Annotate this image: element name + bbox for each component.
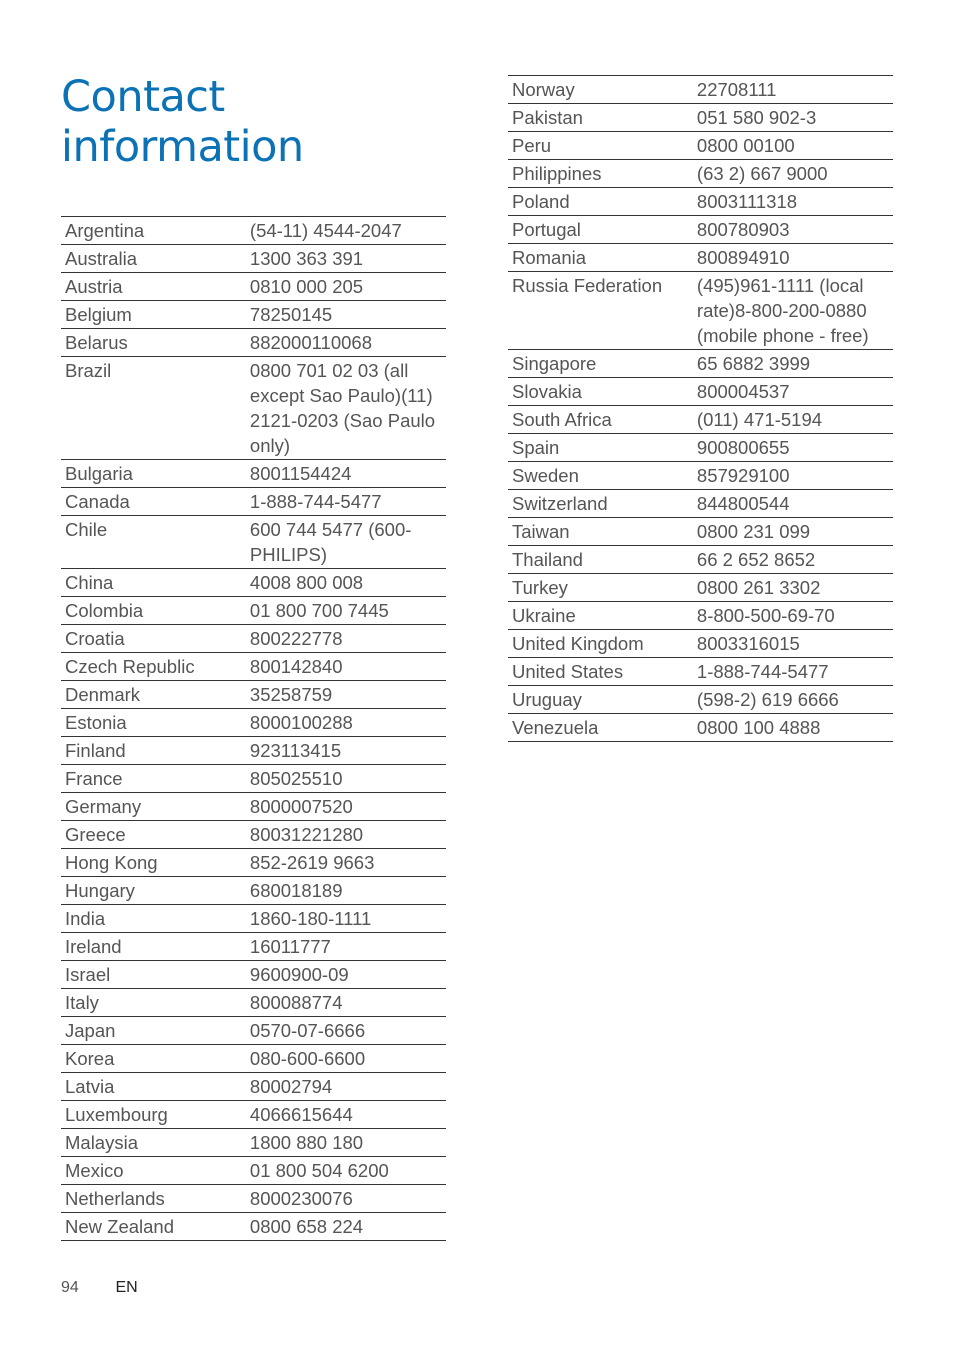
country-name: Spain bbox=[508, 434, 693, 462]
phone-number: 1860-180-1111 bbox=[246, 905, 446, 933]
phone-number: 1800 880 180 bbox=[246, 1129, 446, 1157]
country-name: Denmark bbox=[61, 681, 246, 709]
table-row bbox=[508, 216, 893, 244]
country-name: Netherlands bbox=[61, 1185, 246, 1213]
country-name: Australia bbox=[61, 245, 246, 273]
country-name: Belgium bbox=[61, 301, 246, 329]
country-name: Peru bbox=[508, 132, 693, 160]
country-name: Italy bbox=[61, 989, 246, 1017]
country-name: Mexico bbox=[61, 1157, 246, 1185]
table-row bbox=[61, 1073, 446, 1101]
country-name: Turkey bbox=[508, 574, 693, 602]
table-row bbox=[508, 630, 893, 658]
table-row bbox=[508, 350, 893, 378]
table-row bbox=[61, 460, 446, 488]
table-row bbox=[61, 793, 446, 821]
table-row bbox=[61, 217, 446, 245]
phone-number: 0800 00100 bbox=[693, 132, 893, 160]
country-name: Slovakia bbox=[508, 378, 693, 406]
table-row bbox=[508, 378, 893, 406]
table-row bbox=[61, 877, 446, 905]
country-name: Croatia bbox=[61, 625, 246, 653]
country-name: Romania bbox=[508, 244, 693, 272]
page-number: 94 bbox=[61, 1279, 79, 1296]
country-name: India bbox=[61, 905, 246, 933]
table-row bbox=[508, 188, 893, 216]
country-name: United States bbox=[508, 658, 693, 686]
country-name: Colombia bbox=[61, 597, 246, 625]
country-name: Korea bbox=[61, 1045, 246, 1073]
phone-number: 0800 231 099 bbox=[693, 518, 893, 546]
country-name: Taiwan bbox=[508, 518, 693, 546]
country-name: Hungary bbox=[61, 877, 246, 905]
phone-number: 16011777 bbox=[246, 933, 446, 961]
phone-number: 882000110068 bbox=[246, 329, 446, 357]
table-row bbox=[508, 546, 893, 574]
table-row bbox=[61, 653, 446, 681]
country-name: Belarus bbox=[61, 329, 246, 357]
table-row bbox=[508, 76, 893, 104]
table-row bbox=[61, 737, 446, 765]
phone-number: 01 800 504 6200 bbox=[246, 1157, 446, 1185]
phone-number: 66 2 652 8652 bbox=[693, 546, 893, 574]
phone-number: 8003316015 bbox=[693, 630, 893, 658]
country-name: Hong Kong bbox=[61, 849, 246, 877]
table-row bbox=[508, 658, 893, 686]
country-name: Poland bbox=[508, 188, 693, 216]
phone-number: 35258759 bbox=[246, 681, 446, 709]
table-row bbox=[61, 765, 446, 793]
phone-number: 0800 261 3302 bbox=[693, 574, 893, 602]
country-name: Sweden bbox=[508, 462, 693, 490]
country-name: Singapore bbox=[508, 350, 693, 378]
phone-number: 600 744 5477 (600-PHILIPS) bbox=[246, 516, 446, 569]
country-name: United Kingdom bbox=[508, 630, 693, 658]
country-name: New Zealand bbox=[61, 1213, 246, 1241]
page-title-line-2: information bbox=[61, 122, 304, 172]
table-row bbox=[508, 160, 893, 188]
phone-number: 0810 000 205 bbox=[246, 273, 446, 301]
table-row bbox=[61, 1045, 446, 1073]
table-row bbox=[61, 245, 446, 273]
phone-number: 22708111 bbox=[693, 76, 893, 104]
table-row bbox=[61, 569, 446, 597]
table-row bbox=[61, 933, 446, 961]
phone-number: 852-2619 9663 bbox=[246, 849, 446, 877]
phone-number: (598-2) 619 6666 bbox=[693, 686, 893, 714]
language-code: EN bbox=[115, 1279, 138, 1296]
table-row bbox=[61, 301, 446, 329]
country-name: Switzerland bbox=[508, 490, 693, 518]
table-row bbox=[508, 462, 893, 490]
table-row bbox=[61, 488, 446, 516]
country-name: Argentina bbox=[61, 217, 246, 245]
table-row bbox=[61, 329, 446, 357]
table-row bbox=[61, 905, 446, 933]
phone-number: 857929100 bbox=[693, 462, 893, 490]
page-title-line-1: Contact bbox=[61, 72, 225, 122]
phone-number: 680018189 bbox=[246, 877, 446, 905]
page-footer bbox=[61, 1279, 138, 1297]
table-row bbox=[61, 681, 446, 709]
country-name: Portugal bbox=[508, 216, 693, 244]
phone-number: 8000100288 bbox=[246, 709, 446, 737]
phone-number: 0800 658 224 bbox=[246, 1213, 446, 1241]
table-row bbox=[61, 821, 446, 849]
phone-number: 8003111318 bbox=[693, 188, 893, 216]
country-name: Pakistan bbox=[508, 104, 693, 132]
table-row bbox=[508, 574, 893, 602]
country-name: Thailand bbox=[508, 546, 693, 574]
phone-number: 8001154424 bbox=[246, 460, 446, 488]
table-row bbox=[61, 1213, 446, 1241]
phone-number: 800004537 bbox=[693, 378, 893, 406]
country-name: Estonia bbox=[61, 709, 246, 737]
phone-number: 1300 363 391 bbox=[246, 245, 446, 273]
phone-number: (495)961-1111 (local rate)8-800-200-0880 (mobile phone - free) bbox=[693, 272, 893, 350]
phone-number: 800142840 bbox=[246, 653, 446, 681]
page-title bbox=[61, 72, 304, 172]
phone-number: 800222778 bbox=[246, 625, 446, 653]
table-row bbox=[61, 709, 446, 737]
country-name: Ukraine bbox=[508, 602, 693, 630]
country-name: Philippines bbox=[508, 160, 693, 188]
phone-number: 01 800 700 7445 bbox=[246, 597, 446, 625]
table-row bbox=[61, 597, 446, 625]
table-row bbox=[61, 989, 446, 1017]
country-name: Canada bbox=[61, 488, 246, 516]
country-name: Israel bbox=[61, 961, 246, 989]
country-name: Luxembourg bbox=[61, 1101, 246, 1129]
phone-number: 4008 800 008 bbox=[246, 569, 446, 597]
table-row bbox=[61, 357, 446, 460]
table-row bbox=[61, 961, 446, 989]
country-name: Chile bbox=[61, 516, 246, 569]
phone-number: 900800655 bbox=[693, 434, 893, 462]
table-row bbox=[508, 132, 893, 160]
table-row bbox=[61, 1129, 446, 1157]
phone-number: 0570-07-6666 bbox=[246, 1017, 446, 1045]
table-row bbox=[508, 434, 893, 462]
table-row bbox=[508, 244, 893, 272]
phone-number: 1-888-744-5477 bbox=[693, 658, 893, 686]
country-name: Latvia bbox=[61, 1073, 246, 1101]
phone-number: 4066615644 bbox=[246, 1101, 446, 1129]
table-row bbox=[61, 1157, 446, 1185]
country-name: Austria bbox=[61, 273, 246, 301]
country-name: Ireland bbox=[61, 933, 246, 961]
table-row bbox=[508, 272, 893, 350]
phone-number: 1-888-744-5477 bbox=[246, 488, 446, 516]
phone-number: 65 6882 3999 bbox=[693, 350, 893, 378]
phone-number: 78250145 bbox=[246, 301, 446, 329]
phone-number: 805025510 bbox=[246, 765, 446, 793]
country-name: Brazil bbox=[61, 357, 246, 460]
phone-number: 080-600-6600 bbox=[246, 1045, 446, 1073]
table-row bbox=[61, 849, 446, 877]
table-row bbox=[61, 625, 446, 653]
phone-number: 8000230076 bbox=[246, 1185, 446, 1213]
country-name: Greece bbox=[61, 821, 246, 849]
country-name: Russia Federation bbox=[508, 272, 693, 350]
table-row bbox=[508, 104, 893, 132]
phone-number: (54-11) 4544-2047 bbox=[246, 217, 446, 245]
phone-number: 0800 701 02 03 (all except Sao Paulo)(11) 2121-0203 (Sao Paulo only) bbox=[246, 357, 446, 460]
phone-number: 800088774 bbox=[246, 989, 446, 1017]
country-name: France bbox=[61, 765, 246, 793]
phone-number: 9600900-09 bbox=[246, 961, 446, 989]
country-name: Finland bbox=[61, 737, 246, 765]
country-name: Bulgaria bbox=[61, 460, 246, 488]
phone-number: 923113415 bbox=[246, 737, 446, 765]
table-row bbox=[508, 490, 893, 518]
phone-number: 8000007520 bbox=[246, 793, 446, 821]
phone-number: 844800544 bbox=[693, 490, 893, 518]
phone-number: 051 580 902-3 bbox=[693, 104, 893, 132]
phone-number: 0800 100 4888 bbox=[693, 714, 893, 742]
table-row bbox=[61, 1017, 446, 1045]
contact-table-right bbox=[508, 75, 893, 742]
table-row bbox=[508, 406, 893, 434]
table-row bbox=[61, 516, 446, 569]
country-name: China bbox=[61, 569, 246, 597]
phone-number: (63 2) 667 9000 bbox=[693, 160, 893, 188]
country-name: Czech Republic bbox=[61, 653, 246, 681]
phone-number: 8-800-500-69-70 bbox=[693, 602, 893, 630]
country-name: Malaysia bbox=[61, 1129, 246, 1157]
table-row bbox=[61, 1101, 446, 1129]
phone-number: 800894910 bbox=[693, 244, 893, 272]
table-row bbox=[508, 714, 893, 742]
table-row bbox=[61, 1185, 446, 1213]
table-row bbox=[508, 686, 893, 714]
phone-number: 800780903 bbox=[693, 216, 893, 244]
table-row bbox=[508, 602, 893, 630]
country-name: Norway bbox=[508, 76, 693, 104]
country-name: Germany bbox=[61, 793, 246, 821]
table-row bbox=[508, 518, 893, 546]
phone-number: 80002794 bbox=[246, 1073, 446, 1101]
country-name: Japan bbox=[61, 1017, 246, 1045]
country-name: Venezuela bbox=[508, 714, 693, 742]
table-row bbox=[61, 273, 446, 301]
phone-number: 80031221280 bbox=[246, 821, 446, 849]
phone-number: (011) 471-5194 bbox=[693, 406, 893, 434]
contact-table-left bbox=[61, 216, 446, 1241]
country-name: South Africa bbox=[508, 406, 693, 434]
country-name: Uruguay bbox=[508, 686, 693, 714]
